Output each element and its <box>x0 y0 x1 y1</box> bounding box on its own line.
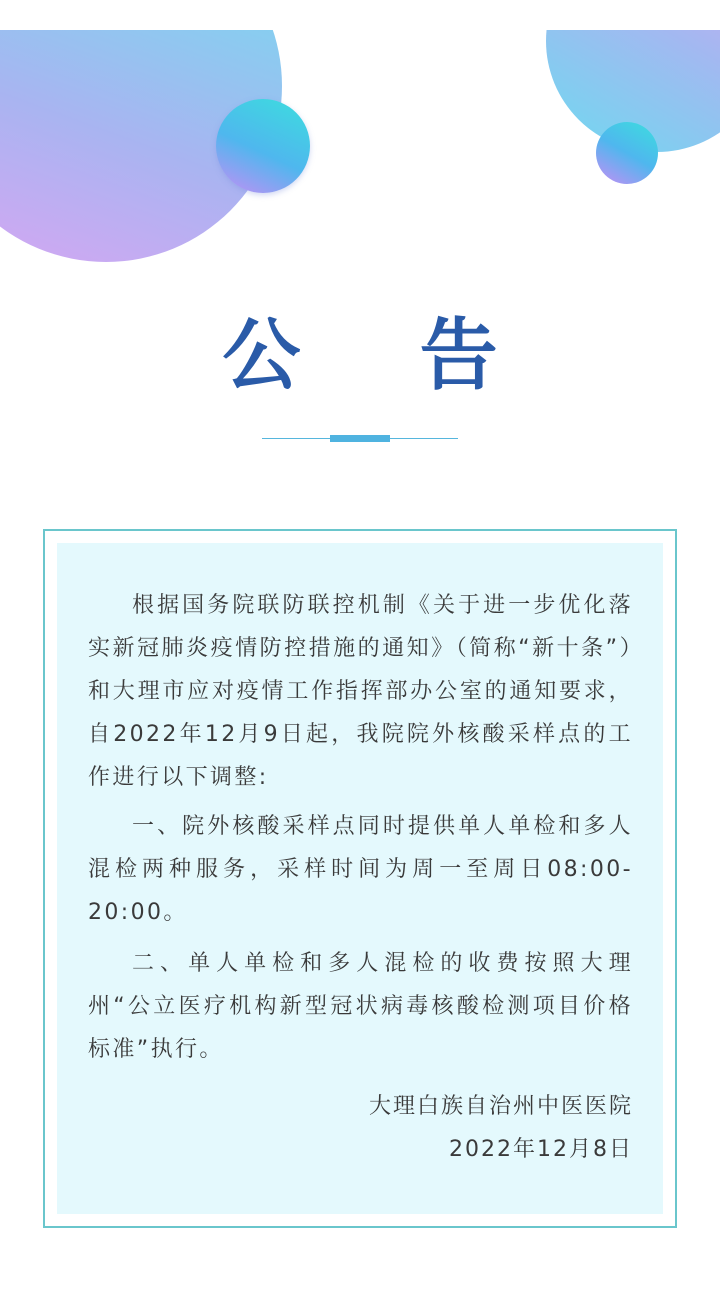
decorative-small-circle-left <box>216 99 310 193</box>
notice-panel <box>57 543 663 1214</box>
notice-paragraph-item-1: 一、院外核酸采样点同时提供单人单检和多人混检两种服务，采样时间为周一至周日08:00-20:00。 <box>88 814 633 925</box>
signature-organization: 大理白族自治州中医医院 <box>368 1094 633 1119</box>
notice-frame <box>43 529 677 1228</box>
top-white-band <box>0 0 720 30</box>
notice-title: 公 告 <box>222 311 544 401</box>
signature-date: 2022年12月8日 <box>449 1137 633 1162</box>
notice-paragraph-intro: 根据国务院联防联控机制《关于进一步优化落实新冠肺炎疫情防控措施的通知》（简称“新十条”）和大理市应对疫情工作指挥部办公室的通知要求，自2022年12月9日起，我院院外核酸采样点的工作进行以下调整: <box>88 593 633 790</box>
decorative-small-circle-right <box>596 122 658 184</box>
notice-paragraph-item-2: 二、单人单检和多人混检的收费按照大理州“公立医疗机构新型冠状病毒核酸检测项目价格标准”执行。 <box>88 951 633 1062</box>
title-divider-accent <box>330 435 390 442</box>
